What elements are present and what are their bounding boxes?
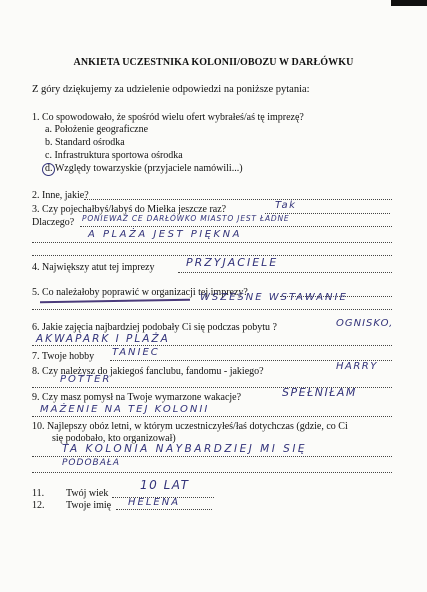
q10-answer-b: PODOBAŁA: [62, 458, 121, 468]
q10-question-line-2: się podobało, kto organizował): [52, 433, 176, 444]
q6-answer-b: AKWAPARK I PLAŻA: [36, 333, 170, 345]
q6-question: 6. Jakie zajęcia najbardziej podobały Ci się podczas pobytu ?: [32, 322, 277, 333]
crossed-out-scribble: [40, 299, 190, 304]
q3-why-line-1: [80, 226, 392, 227]
q9-answer-line: [32, 416, 392, 417]
q11-question: Twój wiek: [66, 488, 109, 499]
q10-answer-line-1: [32, 456, 392, 457]
q1-option-c: c. Infrastruktura sportowa ośrodka: [45, 150, 183, 161]
q10-question-line-1: 10. Najlepszy obóz letni, w którym uczestniczyłeś/łaś dotychczas (gdzie, co Ci: [32, 421, 348, 432]
q5-answer: WSZESNE WSTAWANIE: [200, 292, 348, 303]
q3-answer-yes: Tak: [275, 200, 297, 211]
q3-why-line-2: [32, 242, 392, 243]
q7-question: 7. Twoje hobby: [32, 351, 95, 362]
survey-title: ANKIETA UCZESTNIKA KOLONII/OBOZU W DARŁÓWKU: [73, 57, 354, 68]
scan-edge-mark: [391, 0, 427, 6]
q7-answer: TANIEC: [112, 347, 160, 358]
q12-answer: HELENA: [128, 497, 181, 508]
q12-number: 12.: [32, 500, 45, 511]
q10-answer-line-2: [32, 472, 392, 473]
q12-answer-line: [116, 509, 212, 510]
q8-question: 8. Czy należysz do jakiegoś fanclubu, fandomu - jakiego?: [32, 366, 264, 377]
q3-answer-b: A PLAŻA JEST PIĘKNA: [88, 229, 242, 240]
q4-question: 4. Największy atut tej imprezy: [32, 262, 155, 273]
intro-text: Z góry dziękujemy za udzielenie odpowiedzi na poniższe pytania:: [32, 84, 310, 95]
q3-question: 3. Czy pojechałbyś/łabyś do Miełka jeszcze raz?: [32, 204, 227, 215]
q9-answer-a: SPEŁNIŁAM: [282, 386, 357, 399]
q1-option-a: a. Położenie geograficzne: [45, 124, 149, 135]
q3-why-label: Dlaczego?: [32, 217, 75, 228]
q1-option-b: b. Standard ośrodka: [45, 137, 125, 148]
q8-answer-a: HARRY: [336, 361, 378, 372]
q9-answer-b: MAŻENIE NA TEJ KOLONII: [40, 404, 210, 415]
q2-answer-line: [84, 199, 392, 200]
q4-answer: PRZYJACIELE: [186, 256, 279, 269]
q5-answer-line-2: [32, 309, 392, 310]
q10-answer-a: TA KOLONIA NAYBARDZIEJ MI SIĘ: [62, 443, 308, 455]
q1-option-d: d. Względy towarzyskie (przyjaciele namówili...): [45, 163, 243, 174]
q5-question: 5. Co należałoby poprawić w organizacji tej imprezy?: [32, 287, 248, 298]
q2-question: 2. Inne, jakie?: [32, 190, 89, 201]
q11-answer: 10 LAT: [140, 478, 190, 492]
q8-answer-b: POTTER: [60, 374, 112, 385]
q6-answer-line: [32, 345, 392, 346]
q11-number: 11.: [32, 488, 45, 499]
q9-question: 9. Czy masz pomysł na Twoje wymarzone wakacje?: [32, 392, 242, 403]
q6-answer-a: OGNISKO,: [336, 318, 394, 329]
q4-answer-line: [178, 272, 392, 273]
q3-answer-a: PONIEWAŻ CE DARŁÓWKO MIASTO JEST ŁADNE: [82, 214, 290, 223]
selected-option-circle: [42, 163, 55, 176]
q1-question: 1. Co spowodowało, że spośród wielu ofert wybrałeś/aś tę imprezę?: [32, 112, 304, 123]
q12-question: Twoje imię: [66, 500, 112, 511]
